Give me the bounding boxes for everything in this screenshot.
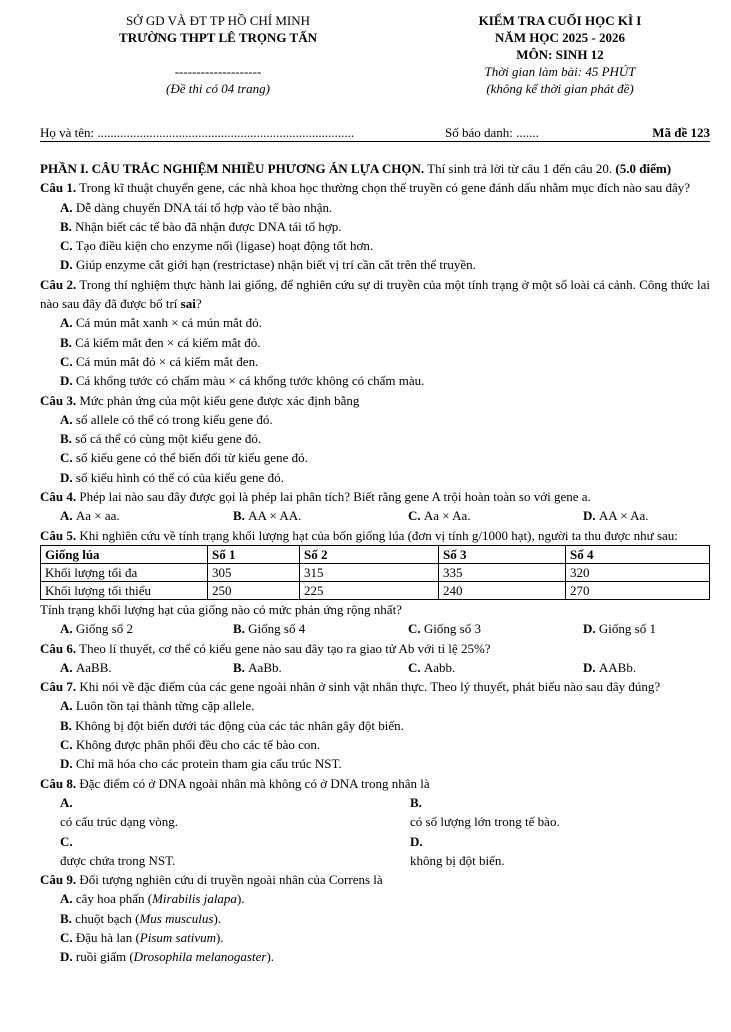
q5-option-c: C. Giống số 3 <box>408 621 481 637</box>
q2-option-b: B. Cá kiếm mắt đen × cá kiếm mắt đỏ. <box>60 334 261 350</box>
department-name: SỞ GD VÀ ĐT TP HỒ CHÍ MINH <box>125 13 311 28</box>
table-cell: 240 <box>439 581 566 599</box>
table-cell: Khối lượng tối thiểu <box>41 581 208 599</box>
question-8: Câu 8. Đặc điểm có ở DNA ngoài nhân mà không có ở DNA trong nhân là <box>40 775 430 791</box>
q6-option-b: B. AaBb. <box>233 659 282 675</box>
student-name-field: Họ và tên: ............................................................................... <box>40 125 355 140</box>
q9-option-c: C. Đậu hà lan (Pisum sativum). <box>60 929 224 945</box>
table-cell: 305 <box>208 563 300 581</box>
q6-options <box>40 658 710 677</box>
school-header <box>58 12 378 97</box>
question-7: Câu 7. Khi nói về đặc điểm của các gene ngoài nhân ở sinh vật nhân thực. Theo lý thuyết, phát biểu nào sau đây đúng? <box>40 679 661 695</box>
q8-options-row1 <box>40 793 710 832</box>
question-6: Câu 6. Theo lí thuyết, cơ thể có kiểu gene nào sau đây tạo ra giao tử Ab với tỉ lệ 25%? <box>40 640 491 656</box>
q1-option-b: B. Nhận biết các tế bào đã nhận được DNA tái tổ hợp. <box>60 218 342 234</box>
school-name: TRƯỜNG THPT LÊ TRỌNG TẤN <box>119 30 317 45</box>
q3-option-a: A. số allele có thể có trong kiểu gene đó. <box>60 411 273 427</box>
q3-option-c: C. số kiểu gene có thể biến đổi từ kiểu gene đó. <box>60 450 308 466</box>
school-year: NĂM HỌC 2025 - 2026 <box>495 30 625 45</box>
table-row <box>41 563 710 581</box>
q8-option-a: A. có cấu trúc dạng vòng. <box>60 794 179 830</box>
q5-option-b: B. Giống số 4 <box>233 621 306 637</box>
q8-option-b: B. có số lượng lớn trong tế bào. <box>410 794 560 830</box>
q1-option-d: D. Giúp enzyme cắt giới hạn (restrictase) nhận biết vị trí cần cắt trên thể truyền. <box>60 257 476 273</box>
table-cell: 320 <box>566 563 710 581</box>
table-row <box>41 581 710 599</box>
q5-options <box>40 619 710 638</box>
q7-option-c: C. Không được phân phối đều cho các tế bào con. <box>60 737 321 753</box>
q3-option-b: B. số cá thể có cùng một kiểu gene đó. <box>60 431 262 447</box>
table-header-cell: Số 2 <box>300 545 439 563</box>
student-id-field: Số báo danh: ....... <box>445 125 539 140</box>
q4-options <box>40 506 710 525</box>
q2-option-a: A. Cá mún mắt xanh × cá mún mắt đỏ. <box>60 315 262 331</box>
q9-option-a: A. cây hoa phấn (Mirabilis jalapa). <box>60 891 245 907</box>
question-5: Câu 5. Khi nghiên cứu về tính trạng khối lượng hạt của bốn giống lúa (đơn vị tính g/1000 hạt), người ta thu được như sau: <box>40 527 678 543</box>
question-9: Câu 9. Đối tượng nghiên cứu di truyền ngoài nhân của Correns là <box>40 872 383 888</box>
q1-option-a: A. Dễ dàng chuyển DNA tái tổ hợp vào tế bào nhận. <box>60 199 333 215</box>
question-4: Câu 4. Phép lai nào sau đây được gọi là phép lai phân tích? Biết rằng gene A trội hoàn toàn so với gene a. <box>40 489 591 505</box>
q7-option-d: D. Chỉ mã hóa cho các protein tham gia cấu trúc NST. <box>60 756 342 772</box>
q5-option-d: D. Giống số 1 <box>583 621 656 637</box>
q8-option-d: D. không bị đột biến. <box>410 833 505 868</box>
q4-option-c: C. Aa × Aa. <box>408 508 471 524</box>
rice-weight-table <box>40 545 710 600</box>
q6-option-d: D. AABb. <box>583 659 637 675</box>
table-cell: 270 <box>566 581 710 599</box>
table-header-cell: Số 3 <box>439 545 566 563</box>
page-count-note: (Đề thi có 04 trang) <box>166 81 270 96</box>
subject: MÔN: SINH 12 <box>516 47 604 62</box>
header-divider: -------------------- <box>174 64 262 79</box>
table-cell: 225 <box>300 581 439 599</box>
question-5-prompt: Tính trạng khối lượng hạt của giống nào có mức phản ứng rộng nhất? <box>40 601 402 617</box>
question-2: Câu 2. Trong thí nghiệm thực hành lai giống, để nghiên cứu sự di truyền của một tính trạng ở một số loài cá cảnh. Công thức lai nào sau đây đã được bố trí sai? <box>40 276 711 312</box>
question-1: Câu 1. Trong kĩ thuật chuyển gene, các nhà khoa học thường chọn thể truyền có gene đánh dấu nhằm mục đích nào sau đây? <box>40 180 691 196</box>
table-cell: 335 <box>439 563 566 581</box>
exam-content <box>40 159 710 967</box>
q4-option-a: A. Aa × aa. <box>60 508 120 524</box>
student-info-bar <box>40 123 710 142</box>
q9-option-d: D. ruồi giấm (Drosophila melanogaster). <box>60 949 275 965</box>
q6-option-c: C. Aabb. <box>408 659 456 675</box>
q3-option-d: D. số kiểu hình có thể có của kiểu gene đó. <box>60 469 284 485</box>
q4-option-b: B. AA × AA. <box>233 508 302 524</box>
table-cell: Khối lượng tối đa <box>41 563 208 581</box>
q2-option-d: D. Cá khổng tước có chấm màu × cá khổng tước không có chấm màu. <box>60 373 425 389</box>
q9-option-b: B. chuột bạch (Mus musculus). <box>60 910 222 926</box>
exam-duration: Thời gian làm bài: 45 PHÚT <box>484 64 636 79</box>
q8-option-c: C. được chứa trong NST. <box>60 833 176 868</box>
table-cell: 250 <box>208 581 300 599</box>
exam-title: KIỂM TRA CUỐI HỌC KÌ I <box>478 13 642 28</box>
table-cell: 315 <box>300 563 439 581</box>
exam-header <box>410 12 710 97</box>
table-header-cell: Số 4 <box>566 545 710 563</box>
part-heading: PHẦN I. CÂU TRẮC NGHIỆM NHIỀU PHƯƠNG ÁN LỰA CHỌN. Thí sinh trả lời từ câu 1 đến câu 20. (5.0 điểm) <box>40 161 672 176</box>
exam-code: Mã đề 123 <box>652 125 710 140</box>
question-3: Câu 3. Mức phản ứng của một kiểu gene được xác định bằng <box>40 392 360 408</box>
q5-option-a: A. Giống số 2 <box>60 621 133 637</box>
q6-option-a: A. AaBB. <box>60 659 112 675</box>
q2-option-c: C. Cá mún mắt đỏ × cá kiếm mắt đen. <box>60 353 259 369</box>
table-header-cell: Giống lúa <box>41 545 208 563</box>
q1-option-c: C. Tạo điều kiện cho enzyme nối (ligase) hoạt động tốt hơn. <box>60 238 374 254</box>
duration-note: (không kể thời gian phát đề) <box>486 81 634 96</box>
table-header-cell: Số 1 <box>208 545 300 563</box>
q7-option-a: A. Luôn tồn tại thành từng cặp allele. <box>60 698 255 714</box>
q7-option-b: B. Không bị đột biến dưới tác động của các tác nhân gây đột biến. <box>60 717 404 733</box>
q8-options-row2 <box>40 832 710 871</box>
table-header-row <box>41 545 710 563</box>
q4-option-d: D. AA × Aa. <box>583 508 649 524</box>
